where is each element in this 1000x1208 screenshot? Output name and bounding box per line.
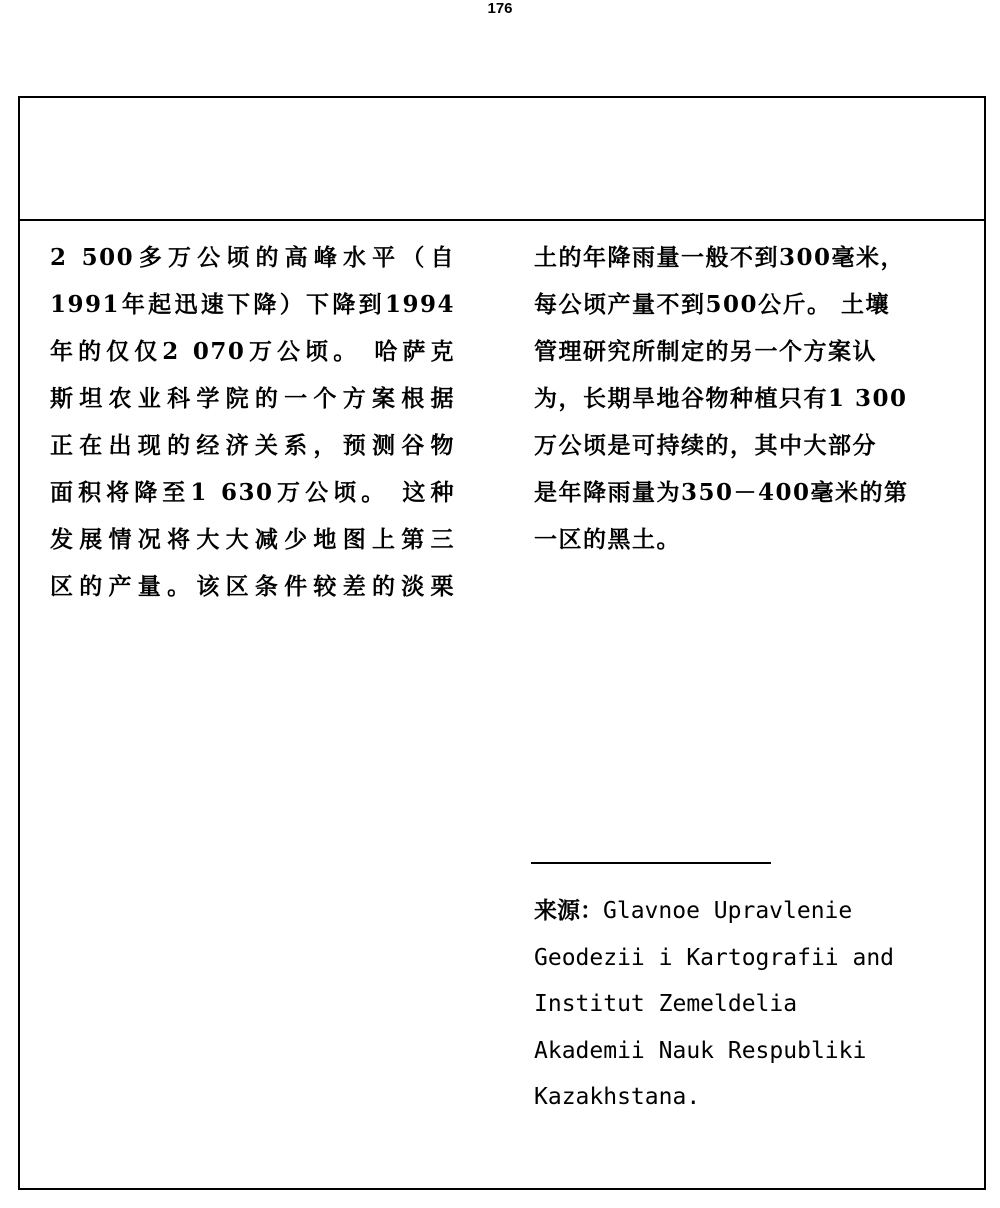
text-line: 年的仅仅2 070万公顷。 哈萨克 (50, 338, 455, 365)
text-line: 正在出现的经济关系，预测谷物 (50, 432, 455, 459)
source-line: Geodezii i Kartografii and (534, 944, 895, 971)
text-line: 一区的黑土。 (534, 526, 681, 553)
page-number: 176 (487, 0, 513, 17)
text-line: 面积将降至1 630万公顷。 这种 (50, 479, 455, 506)
right-text-column (534, 234, 944, 563)
text-line: 为，长期旱地谷物种植只有1 300 (534, 385, 908, 412)
text-line: 每公顷产量不到500公斤。 土壤 (534, 291, 891, 318)
text-line: 是年降雨量为350－400毫米的第 (534, 479, 909, 506)
text-line: 2 500多万公顷的高峰水平（自 (50, 244, 455, 271)
text-line: 1991年起迅速下降）下降到1994 (50, 291, 455, 318)
header-divider (18, 219, 986, 221)
source-text: Glavnoe Upravlenie (603, 898, 853, 924)
text-line: 管理研究所制定的另一个方案认 (534, 338, 877, 365)
source-note (534, 888, 954, 1121)
source-line (534, 888, 954, 935)
text-line: 发展情况将大大减少地图上第三 (50, 526, 455, 553)
text-line: 斯坦农业科学院的一个方案根据 (50, 385, 455, 412)
text-line: 土的年降雨量一般不到300毫米， (534, 244, 906, 271)
source-line: Institut Zemeldelia (534, 991, 798, 1017)
text-line: 区的产量。该区条件较差的淡栗 (50, 573, 455, 600)
source-line: Akademii Nauk Respubliki (534, 1037, 867, 1064)
source-divider (531, 862, 771, 864)
source-label: 来源： (534, 897, 603, 924)
text-line: 万公顷是可持续的，其中大部分 (534, 432, 877, 459)
left-text-column (50, 234, 455, 610)
source-line: Kazakhstana. (534, 1084, 701, 1110)
